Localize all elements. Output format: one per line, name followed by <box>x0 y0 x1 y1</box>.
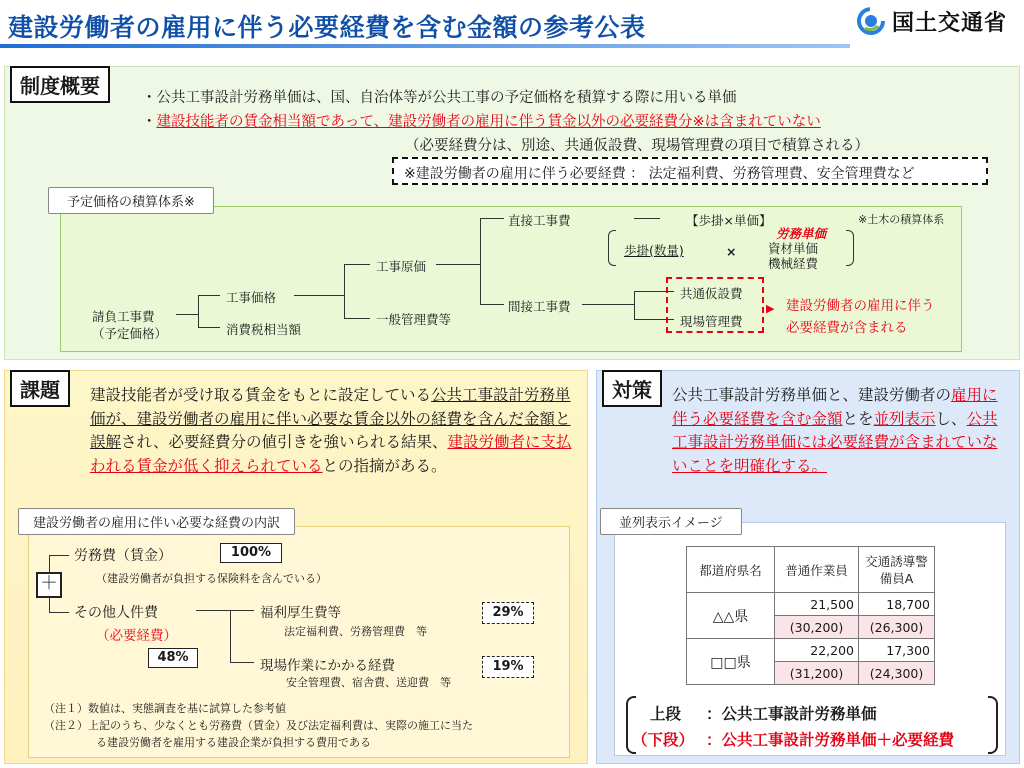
overview-line-1: ・公共工事設計労務単価は、国、自治体等が公共工事の予定価格を積算する際に用いる単価 <box>142 90 737 106</box>
node-contract: 請負工事費 <box>92 309 155 324</box>
title-rule <box>0 44 850 48</box>
site-work-pct: 19% <box>482 656 534 678</box>
connector <box>344 318 370 319</box>
connector <box>230 662 254 663</box>
node-site-admin: 現場管理費 <box>680 314 743 329</box>
connector <box>634 218 660 219</box>
node-general-admin: 一般管理費等 <box>376 312 452 327</box>
note-1: （注１）数値は、実態調査を基に試算した参考値 <box>44 702 286 715</box>
row-lower: (24,300) <box>859 662 935 685</box>
row-upper: 21,500 <box>775 593 859 616</box>
connector <box>230 610 254 611</box>
note-2-line-2: る建設労働者を雇用する建設企業が負担する費用である <box>96 736 371 749</box>
bracket-left <box>608 230 616 266</box>
callout-line-1: 建設労働者の雇用に伴う <box>786 298 935 314</box>
connector <box>634 291 635 319</box>
page-title: 建設労働者の雇用に伴う必要経費を含む金額の参考公表 <box>8 13 646 42</box>
overview-tag: 制度概要 <box>10 66 110 103</box>
site-work-cost: 現場作業にかかる経費 <box>260 658 395 674</box>
node-quantity: 歩掛(数量) <box>624 243 684 258</box>
system-tag: 予定価格の積算体系※ <box>48 187 214 214</box>
row-pref: △△県 <box>687 593 775 639</box>
connector <box>198 327 220 328</box>
node-labor-unit: 労務単価 <box>776 226 827 241</box>
overview-line-3: （必要経費分は、別途、共通仮設費、現場管理費の項目で積算される） <box>405 138 869 154</box>
connector <box>634 319 674 320</box>
row-lower: (30,200) <box>775 616 859 639</box>
node-machine-unit: 機械経費 <box>768 256 819 271</box>
welfare-pct: 29% <box>482 602 534 624</box>
connector <box>634 291 674 292</box>
row-upper: 18,700 <box>859 593 935 616</box>
site-work-note: 安全管理費、宿舎費、送迎費 等 <box>286 676 451 689</box>
labor-cost: 労務費（賃金） <box>74 548 172 564</box>
labor-pct: 100% <box>220 543 282 563</box>
connector <box>344 264 370 265</box>
measure-tag: 対策 <box>602 370 662 407</box>
header-guard: 交通誘導警備員A <box>859 547 935 593</box>
node-common-temp: 共通仮設費 <box>680 286 743 301</box>
node-formula: 【歩掛×単価】 <box>686 213 772 228</box>
legend-lower: （下段） ：公共工事設計労務単価＋必要経費 <box>632 731 955 749</box>
row-lower: (31,200) <box>775 662 859 685</box>
connector <box>480 304 504 305</box>
callout-line-2: 必要経費が含まれる <box>786 320 908 336</box>
welfare-cost: 福利厚生費等 <box>260 605 341 621</box>
plus-icon: ＋ <box>36 572 62 598</box>
other-cost-sub: （必要経費） <box>96 628 177 644</box>
table-legend <box>626 696 998 754</box>
connector <box>198 295 199 327</box>
wage-table <box>686 546 935 685</box>
table-row <box>687 639 935 662</box>
header-worker: 普通作業員 <box>775 547 859 593</box>
welfare-note: 法定福利費、労務管理費 等 <box>284 625 427 638</box>
connector <box>480 218 504 219</box>
row-upper: 22,200 <box>775 639 859 662</box>
connector <box>436 264 480 265</box>
connector <box>344 264 345 318</box>
system-footnote: ※土木の積算体系 <box>858 213 945 226</box>
labor-note: （建設労働者が負担する保険料を含んでいる） <box>96 572 327 585</box>
mlit-logo-icon <box>856 6 886 36</box>
overview-line-2: ・建設技能者の賃金相当額であって、建設労働者の雇用に伴う賃金以外の必要経費分※は含まれていない <box>142 114 821 130</box>
connector <box>49 612 69 613</box>
node-contract-sub: （予定価格） <box>92 326 168 341</box>
node-times: × <box>726 244 737 259</box>
arrow-right-icon: ▶ <box>766 302 775 315</box>
breakdown-tag: 建設労働者の雇用に伴い必要な経費の内訳 <box>18 508 295 535</box>
issue-tag: 課題 <box>10 370 70 407</box>
connector <box>49 555 69 556</box>
node-construction-cost: 工事原価 <box>376 259 427 274</box>
table-row <box>687 593 935 616</box>
connector <box>480 218 481 304</box>
connector <box>176 314 198 315</box>
header-pref: 都道府県名 <box>687 547 775 593</box>
node-direct-cost: 直接工事費 <box>508 213 571 228</box>
node-indirect-cost: 間接工事費 <box>508 299 571 314</box>
legend-bracket-right <box>988 696 998 754</box>
image-tag: 並列表示イメージ <box>600 508 742 535</box>
overview-line-2-red: 建設技能者の賃金相当額であって、建設労働者の雇用に伴う賃金以外の必要経費分※は含まれていない <box>156 114 821 130</box>
logo <box>856 4 1007 38</box>
row-upper: 17,300 <box>859 639 935 662</box>
node-construction-price: 工事価格 <box>226 290 277 305</box>
table-header-row <box>687 547 935 593</box>
connector <box>49 555 50 572</box>
other-pct: 48% <box>148 648 198 668</box>
overview-note: ※建設労働者の雇用に伴う必要経費 ： 法定福利費、労務管理費、安全管理費など <box>392 157 988 185</box>
note-2-line-1: （注２）上記のうち、少なくとも労務費（賃金）及び法定福利費は、実際の施工に当た <box>44 719 473 732</box>
connector <box>196 610 230 611</box>
row-lower: (26,300) <box>859 616 935 639</box>
bracket-right <box>846 230 854 266</box>
connector <box>582 304 634 305</box>
connector <box>230 610 231 662</box>
node-material-unit: 資材単価 <box>768 241 819 256</box>
logo-text: 国土交通省 <box>892 10 1008 36</box>
node-consumption-tax: 消費税相当額 <box>226 322 302 337</box>
other-cost: その他人件費 <box>74 605 158 621</box>
measure-text: 公共工事設計労務単価と、建設労働者の雇用に伴う必要経費を含む金額とを並列表示し、公共工事設計労務単価には必要経費が含まれていないことを明確化する。 <box>672 386 998 475</box>
issue-text: 建設技能者が受け取る賃金をもとに設定している公共工事設計労務単価が、建設労働者の雇用に伴い必要な賃金以外の経費を含んだ金額と誤解され、必要経費分の値引きを強いられる結果、建設労働者に支払われる賃金が低く抑えられているとの指摘がある。 <box>90 386 572 475</box>
legend-upper: 上段 ：公共工事設計労務単価 <box>650 705 877 723</box>
connector <box>198 295 220 296</box>
row-pref: □□県 <box>687 639 775 685</box>
connector <box>294 295 344 296</box>
connector <box>49 598 50 612</box>
indirect-highlight <box>666 277 764 333</box>
